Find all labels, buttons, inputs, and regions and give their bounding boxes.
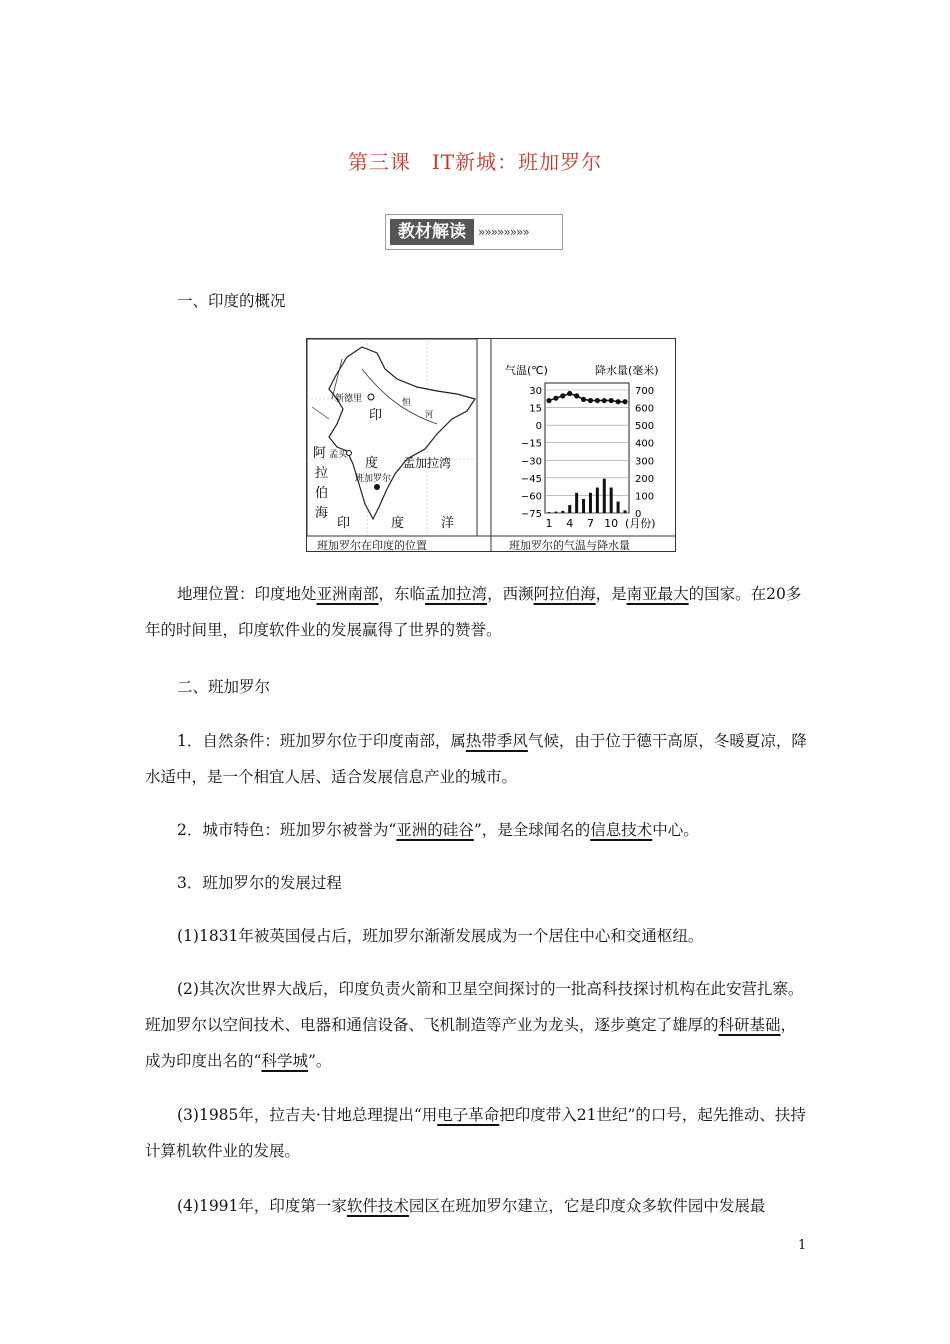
item-natural-conditions: 1．自然条件：班加罗尔位于印度南部，属热带季风气候，由于位于德干高原，冬暖夏凉，降水适中，是一个相宜人居、适合发展信息产业的城市。 <box>145 732 807 786</box>
right-tick-label: 700 <box>635 386 655 397</box>
sub-item-3: (3)1985年，拉吉夫·甘地总理提出“用电子革命把印度带入21世纪”的口号，起先推动、扶持计算机软件业的发展。 <box>145 1106 806 1160</box>
temp-point <box>553 396 558 401</box>
right-tick-label: 0 <box>635 509 642 520</box>
temp-point <box>609 398 614 403</box>
left-axis-label: 气温(℃) <box>505 364 548 377</box>
precip-bar <box>575 493 578 513</box>
precip-bar <box>610 488 613 513</box>
badge-label: 教材解读 <box>390 219 474 245</box>
sub-item-2: (2)其次次世界大战后，印度负责火箭和卫星空间探讨的一批高科技探讨机构在此安营扎寨。班加罗尔以空间技术、电器和通信设备、飞机制造等产业为龙头，逐步奠定了雄厚的科研基础，成为印度出名的“科学城”。 <box>145 980 804 1070</box>
precip-bar <box>596 488 599 513</box>
right-tick-label: 300 <box>635 456 655 468</box>
temp-point <box>615 399 620 404</box>
temp-point <box>588 398 593 403</box>
figure-svg <box>307 339 675 551</box>
precip-bar <box>554 512 557 513</box>
label-arabian-1: 拉 <box>315 466 329 481</box>
map-caption: 班加罗尔在印度的位置 <box>317 539 427 552</box>
map-panel <box>307 339 477 536</box>
x-tick-label: 1 <box>545 517 553 530</box>
climate-caption: 班加罗尔的气温与降水量 <box>509 539 630 552</box>
figure <box>306 338 676 552</box>
delhi-marker <box>368 394 374 400</box>
temp-point <box>595 398 600 403</box>
right-tick-label: 200 <box>635 473 655 485</box>
right-tick-label: 500 <box>635 421 655 433</box>
item-city-feature: 2．城市特色：班加罗尔被誉为“亚洲的硅谷”，是全球闻名的信息技术中心。 <box>177 821 699 839</box>
climate-chart <box>505 363 659 530</box>
bangalore-marker <box>374 484 380 490</box>
precip-bar <box>582 499 585 513</box>
label-arabian-3: 海 <box>315 506 329 521</box>
label-mumbai: 孟买 <box>329 450 348 460</box>
x-unit-label: (月份) <box>625 517 656 530</box>
temp-point <box>560 393 565 398</box>
precip-bar <box>617 502 620 513</box>
temp-point <box>602 398 607 403</box>
temp-point <box>567 391 572 396</box>
left-tick-label: −30 <box>520 456 542 468</box>
para-location: 地理位置：印度地处亚洲南部，东临孟加拉湾，西濒阿拉伯海，是南亚最大的国家。在20多年的时间里，印度软件业的发展赢得了世界的赞誉。 <box>145 585 802 639</box>
label-arabian-2: 伯 <box>315 486 329 501</box>
x-tick-label: 10 <box>604 517 619 530</box>
left-tick-label: −60 <box>520 491 542 503</box>
sub-item-1: (1)1831年被英国侵占后，班加罗尔渐渐发展成为一个居住中心和交通枢纽。 <box>177 927 704 945</box>
right-axis-label: 降水量(毫米) <box>595 364 659 377</box>
label-ocean-2: 洋 <box>441 516 455 531</box>
precip-bar <box>568 505 571 513</box>
section-badge <box>385 214 563 250</box>
label-ocean-0: 印 <box>337 516 351 531</box>
page-number: 1 <box>798 1238 807 1253</box>
section2-heading: 二、班加罗尔 <box>177 678 271 696</box>
temp-point <box>622 399 627 404</box>
precip-bar <box>624 510 627 513</box>
mumbai-marker <box>347 451 352 456</box>
right-tick-label: 400 <box>635 438 655 450</box>
x-tick-label: 7 <box>586 517 594 530</box>
precip-bar <box>603 479 606 513</box>
item-development: 3．班加罗尔的发展过程 <box>177 874 342 892</box>
right-tick-label: 600 <box>635 403 655 415</box>
right-tick-label: 100 <box>635 491 655 503</box>
label-ganges-he: 河 <box>425 410 433 419</box>
left-tick-label: 0 <box>535 421 542 433</box>
sub-item-4: (4)1991年，印度第一家软件技术园区在班加罗尔建立，它是印度众多软件园中发展最 <box>177 1197 766 1215</box>
temp-point <box>574 393 579 398</box>
label-du: 度 <box>365 456 379 471</box>
precip-bar <box>589 493 592 513</box>
temp-point <box>546 398 551 403</box>
label-bangalore: 班加罗尔 <box>355 474 392 484</box>
label-ganges-heng: 恒 <box>402 398 412 408</box>
left-tick-label: −15 <box>520 438 542 450</box>
left-tick-label: 15 <box>529 403 542 415</box>
section1-heading: 一、印度的概况 <box>177 292 286 310</box>
label-yin: 印 <box>369 408 383 423</box>
precip-bar <box>561 511 564 513</box>
left-tick-label: −45 <box>520 473 542 485</box>
label-delhi: 新德里 <box>335 394 363 404</box>
left-tick-label: 30 <box>529 386 542 397</box>
temp-point <box>581 397 586 402</box>
label-ocean-1: 度 <box>391 516 405 531</box>
page-title: 第三课 IT新城：班加罗尔 <box>347 150 603 174</box>
badge-arrows: »»»»»»»» <box>478 225 529 239</box>
label-bay: 孟加拉湾 <box>403 456 452 470</box>
precip-bar <box>548 512 551 513</box>
label-arabian-0: 阿 <box>313 446 327 461</box>
left-tick-label: −75 <box>520 509 542 520</box>
x-tick-label: 4 <box>566 517 574 530</box>
